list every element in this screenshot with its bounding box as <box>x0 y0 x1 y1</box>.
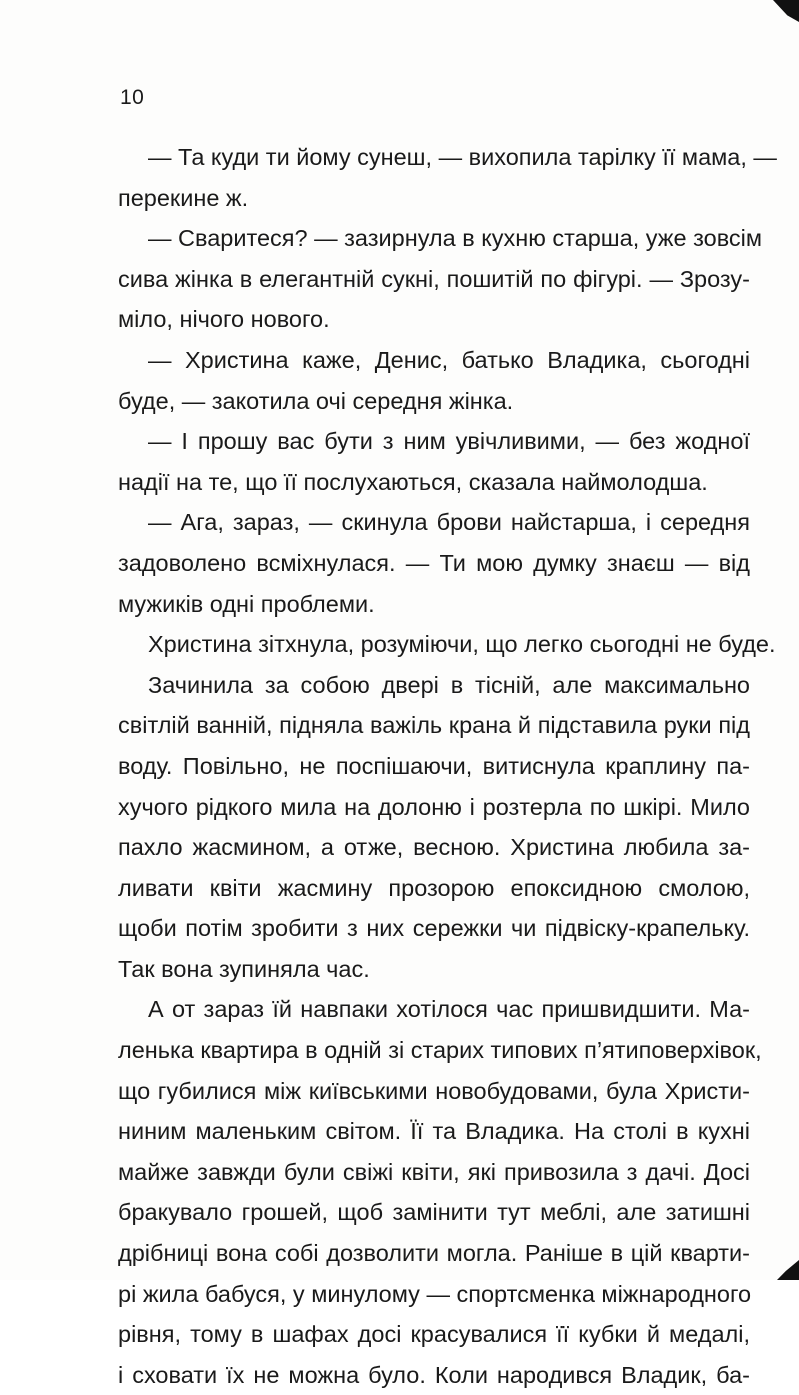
text-line: — Сваритеся? — зазирнула в кухню старша, уже зовсім <box>148 225 763 252</box>
text-line: — Христина каже, Денис, батько Владика, сьогодні <box>148 346 750 373</box>
text-line: міло, нічого нового. <box>118 306 330 333</box>
text-line: бракувало грошей, щоб замінити тут меблі, але затишні <box>118 1199 750 1226</box>
text-line: — Ага, зараз, — скинула брови найстарша, і середня <box>148 509 750 536</box>
text-line: щоби потім зробити з них сережки чи підвіску-крапельку. <box>118 915 750 942</box>
text-line: що губилися між київськими новобудовами, була Христи- <box>118 1077 750 1104</box>
text-line: А от зараз їй навпаки хотілося час пришвидшити. Ма- <box>148 996 750 1023</box>
text-line: Так вона зупиняла час. <box>118 955 370 982</box>
text-line: буде, — закотила очі середня жінка. <box>118 387 514 414</box>
text-line: задоволено всміхнулася. — Ти мою думку знаєш — від <box>118 549 750 576</box>
text-line: пахло жасмином, а отже, весною. Христина любила за- <box>118 834 750 861</box>
text-line: світлій ванній, підняла важіль крана й підставила руки під <box>118 712 750 739</box>
text-line: перекине ж. <box>118 184 249 211</box>
page-corner-mark <box>777 1260 799 1280</box>
text-line: ленька квартира в одній зі старих типових п’ятиповерхівок, <box>118 1037 762 1064</box>
text-line: дрібниці вона собі дозволити могла. Раніше в цій кварти- <box>118 1240 750 1267</box>
text-line: ниним маленьким світом. Її та Владика. На столі в кухні <box>118 1118 750 1145</box>
text-line: ливати квіти жасмину прозорою епоксидною смолою, <box>118 874 750 901</box>
text-line: мужиків одні проблеми. <box>118 590 375 617</box>
text-line: рі жила бабуся, у минулому — спортсменка міжнародного <box>118 1280 752 1307</box>
text-line: — І прошу вас бути з ним увічливими, — без жодної <box>148 428 750 455</box>
text-line: — Та куди ти йому сунеш, — вихопила тарілку її мама, — <box>148 144 777 170</box>
page-number: 10 <box>120 86 145 109</box>
text-line: надії на те, що її послухаються, сказала наймолодша. <box>118 468 708 495</box>
text-line: і сховати їх не можна було. Коли народився Владик, ба- <box>118 1361 750 1388</box>
text-line: Зачинила за собою двері в тісній, але максимально <box>148 671 750 698</box>
text-line: сива жінка в елегантній сукні, пошитій по фігурі. — Зрозу- <box>118 265 750 292</box>
text-line: Христина зітхнула, розуміючи, що легко сьогодні не буде. <box>148 631 776 658</box>
text-line: майже завжди були свіжі квіти, які привозила з дачі. Досі <box>118 1158 750 1185</box>
page-corner-mark <box>773 0 799 22</box>
text-line: рівня, тому в шафах досі красувалися її кубки й медалі, <box>118 1321 750 1348</box>
text-line: хучого рідкого мила на долоню і розтерла по шкірі. Мило <box>118 793 750 820</box>
body-text <box>118 137 777 1395</box>
text-line: воду. Повільно, не поспішаючи, витиснула краплину па- <box>118 752 750 779</box>
